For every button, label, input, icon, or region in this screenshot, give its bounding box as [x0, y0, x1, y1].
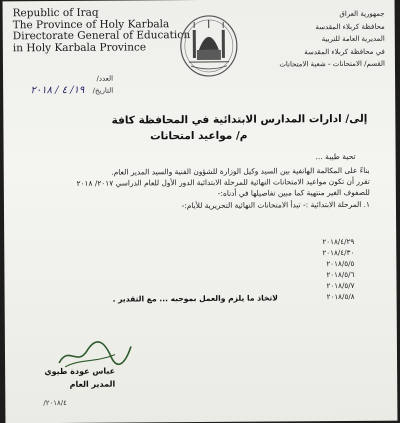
ref-date-row	[23, 85, 113, 98]
exam-dates-list	[274, 236, 354, 303]
signature-block	[35, 365, 115, 392]
letter-body	[70, 165, 370, 212]
closing-line: لاتخاذ ما يلزم والعمل بموجبه ... مع التقدير .	[113, 293, 278, 303]
ref-number-label: العدد/	[96, 75, 113, 83]
subject: م/ مواعيد امتحانات	[150, 130, 247, 143]
ref-date-label: التاريخ/	[93, 87, 114, 95]
body-line: تقرر أن تكون مواعيد الامتحانات النهائية للمرحلة الابتدائية الدور الأول للعام الدراسي ٢٠١٧/ ٢٠١٨	[70, 176, 370, 189]
signer-title: المدير العام	[35, 378, 115, 392]
greeting: تحية طيبة ...	[315, 152, 355, 161]
signature-date: ٢٠١٨/٤/	[43, 399, 67, 407]
exam-date: ٢٠١٨/٥/٧	[274, 280, 354, 292]
letterhead-ar-line: جمهورية العراق	[255, 8, 385, 21]
exam-date: ٢٠١٨/٥/٥	[274, 258, 354, 270]
letterhead-en-line: The Province of Holy Karbala	[13, 19, 191, 32]
letterhead-english	[13, 7, 191, 54]
body-line: بناءً على المكالمة الهاتفية بين السيد وكيل الوزارة للشؤون الفنية والسيد المدير العام.	[70, 165, 370, 178]
letter-page	[3, 0, 398, 423]
addressee: إلى/ ادارات المدارس الابتدائية في المحافظة كافة	[112, 113, 368, 127]
exam-date: ٢٠١٨/٤/٣٠	[274, 247, 354, 259]
letterhead-ar-line: محافظة كربلاء المقدسة	[255, 20, 385, 33]
reference-block	[23, 73, 113, 98]
ref-date-value: ١٩/ ٤ / ٢٠١٨	[30, 85, 84, 96]
letterhead-ar-line: في محافظة كربلاء المقدسة	[255, 45, 385, 58]
letterhead-en-line: Republic of Iraq	[13, 7, 191, 20]
letterhead-en-line: Directorate General of Education	[13, 30, 191, 43]
body-line: ١. المرحلة الابتدائية :- تبدأ الامتحانات النهائية التحريرية للأيام:-	[70, 198, 370, 211]
shrine-logo-icon	[179, 10, 239, 78]
signer-name: عباس عودة طيوي	[35, 365, 115, 379]
body-line: للصفوف الغير منتهية كما مبين تفاصيلها في أدناه:-	[70, 187, 370, 200]
exam-date: ٢٠١٨/٥/٨	[275, 291, 355, 303]
ref-number-row	[23, 73, 113, 86]
exam-date: ٢٠١٨/٥/٦	[274, 269, 354, 281]
letterhead-ar-line: القسم/ الامتحانات - شعبة الامتحانات	[255, 58, 385, 71]
exam-date: ٢٠١٨/٤/٢٩	[274, 236, 354, 248]
letterhead-arabic	[255, 8, 385, 71]
letterhead-en-line: in Holy Karbala Province	[13, 42, 191, 55]
letterhead-ar-line: المديرية العامة للتربية	[255, 33, 385, 46]
